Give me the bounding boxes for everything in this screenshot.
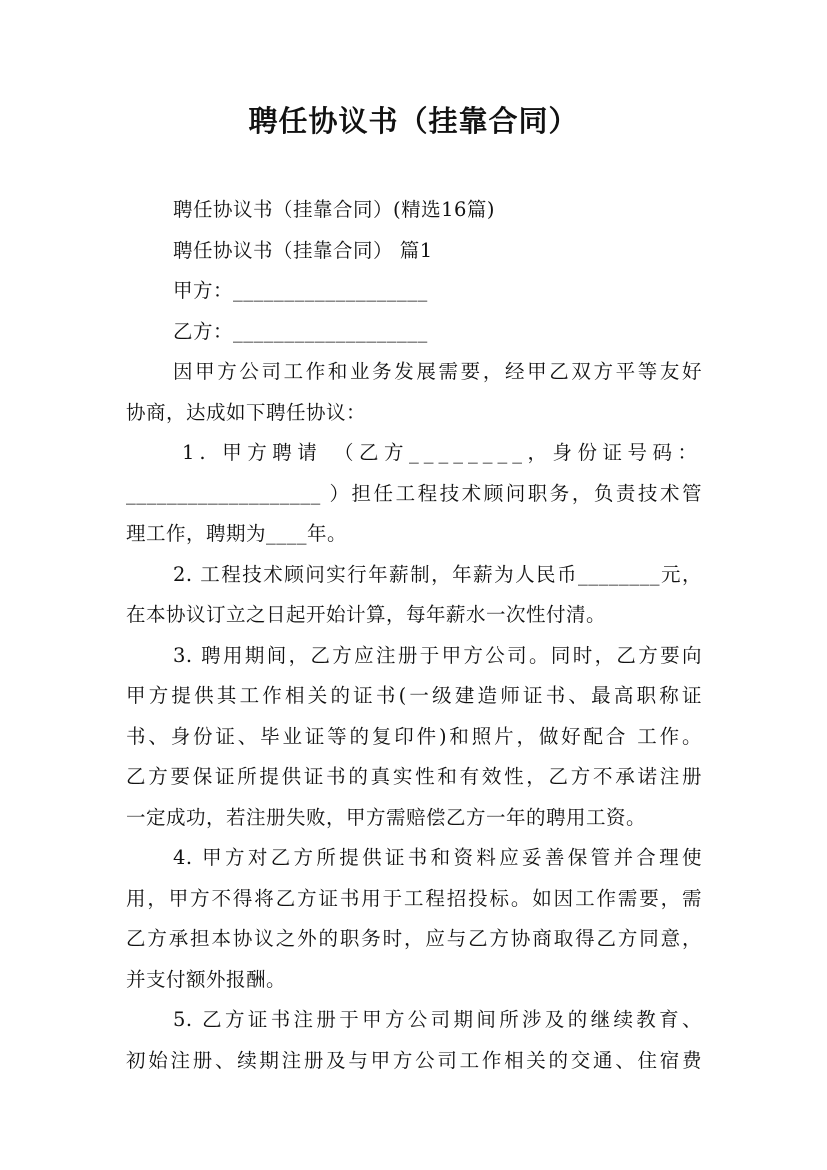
document-title: 聘任协议书（挂靠合同） bbox=[248, 104, 579, 138]
party-b-line: 乙方：___________________ bbox=[173, 319, 428, 343]
clause-4-line: 并支付额外报酬。 bbox=[126, 967, 287, 991]
clause-5-line: 5. 乙方证书注册于甲方公司期间所涉及的继续教育、 bbox=[173, 1008, 702, 1031]
clause-3-line: 书、身份证、毕业证等的复印件)和照片，做好配合 工作。 bbox=[126, 724, 702, 748]
clause-3-line: 3. 聘用期间，乙方应注册于甲方公司。同时，乙方要向 bbox=[173, 643, 702, 667]
clause-2-line: 在本协议订立之日起开始计算，每年薪水一次性付清。 bbox=[126, 603, 607, 626]
clause-4-line: 乙方承担本协议之外的职务时，应与乙方协商取得乙方同意， bbox=[126, 927, 702, 950]
clause-4-line: 4. 甲方对乙方所提供证书和资料应妥善保管并合理使 bbox=[173, 846, 702, 869]
paragraph-line: 因甲方公司工作和业务发展需要，经甲乙双方平等友好 bbox=[173, 360, 702, 383]
party-a-line: 甲方：___________________ bbox=[173, 279, 428, 302]
clause-5-line: 初始注册、续期注册及与甲方公司工作相关的交通、住宿费 bbox=[126, 1048, 702, 1072]
clause-1-line: ___________________ ）担任工程技术顾问职务，负责技术管 bbox=[126, 481, 702, 505]
clause-3-line: 乙方要保证所提供证书的真实性和有效性，乙方不承诺注册 bbox=[126, 765, 702, 788]
clause-3-line: 甲方提供其工作相关的证书(一级建造师证书、最高职称证 bbox=[126, 684, 702, 707]
section-heading: 聘任协议书（挂靠合同） 篇1 bbox=[173, 238, 433, 262]
clause-1-line: 1. 甲方聘请 （乙方________，身份证号码： bbox=[182, 441, 702, 464]
clause-1-line: 理工作，聘期为____年。 bbox=[126, 522, 348, 545]
subtitle-line: 聘任协议书（挂靠合同）(精选16篇) bbox=[173, 198, 496, 221]
document-body bbox=[126, 190, 702, 1081]
clause-3-line: 一定成功，若注册失败，甲方需赔偿乙方一年的聘用工资。 bbox=[126, 805, 647, 829]
clause-2-line: 2. 工程技术顾问实行年薪制，年薪为人民币________元， bbox=[173, 562, 702, 586]
paragraph-line: 协商，达成如下聘任协议： bbox=[126, 400, 367, 424]
clause-4-line: 用，甲方不得将乙方证书用于工程招投标。如因工作需要，需 bbox=[126, 886, 702, 910]
